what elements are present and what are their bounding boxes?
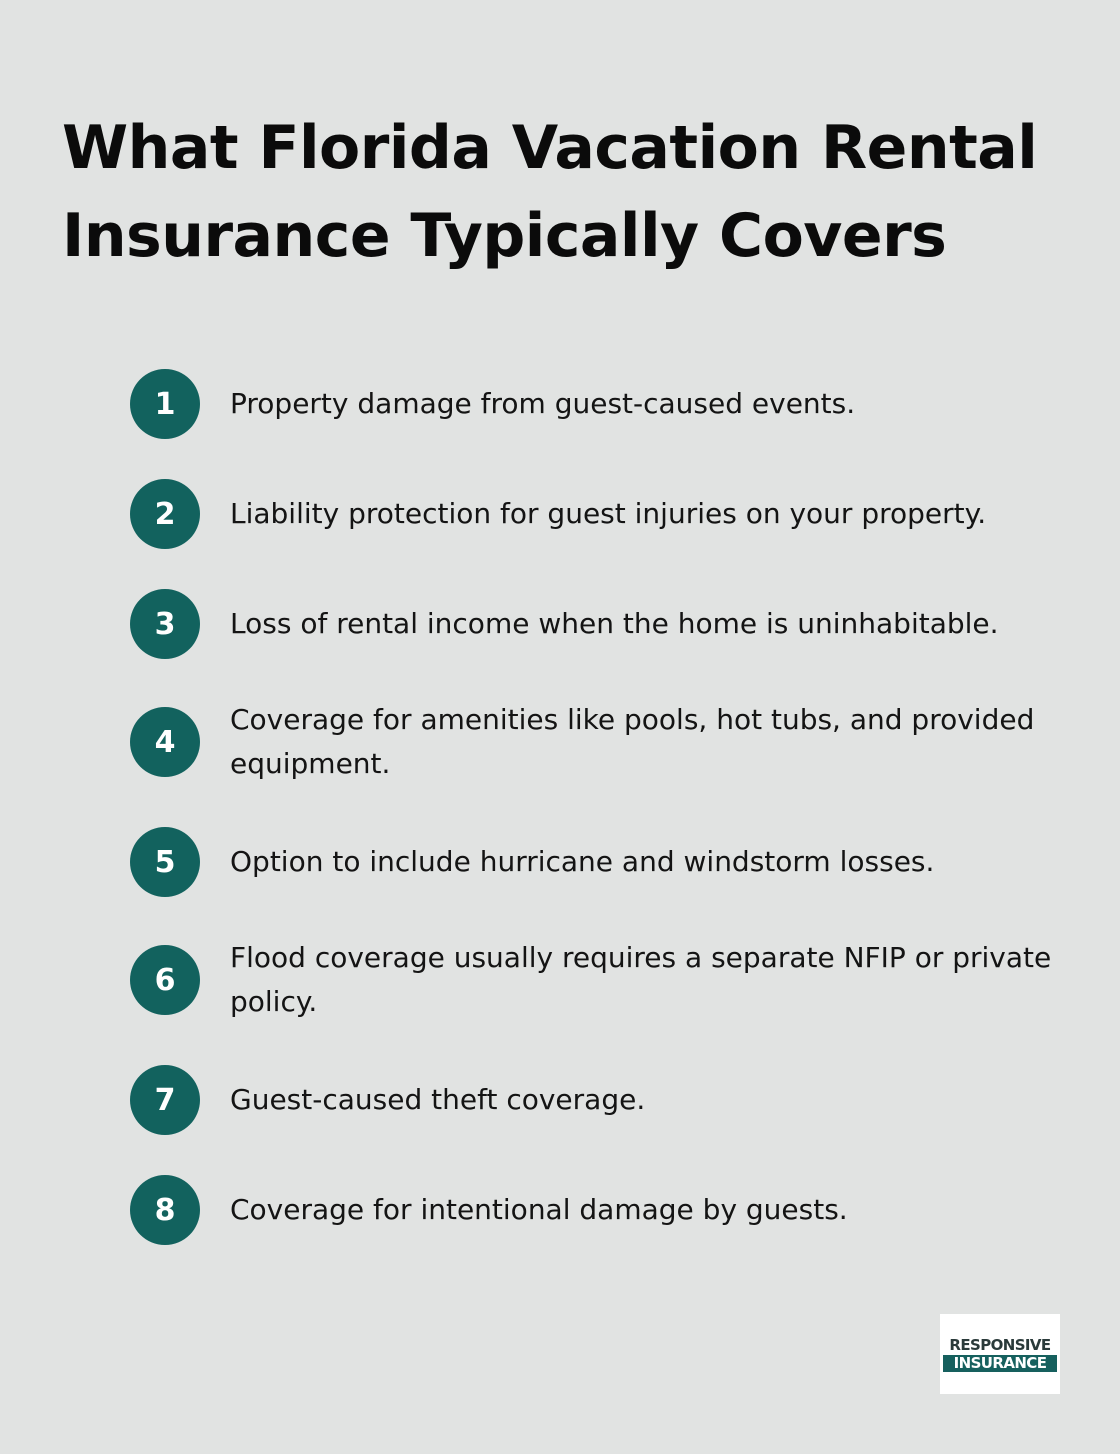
item-text: Coverage for intentional damage by guests. [230, 1193, 848, 1226]
number-badge: 7 [130, 1065, 200, 1135]
number-badge: 3 [130, 589, 200, 659]
list-item [130, 589, 1070, 659]
list-item [130, 369, 1070, 439]
list-item [130, 1175, 1070, 1245]
list-item [130, 698, 1070, 786]
page-title: What Florida Vacation Rental Insurance Typically Covers [62, 113, 1038, 271]
item-text: Option to include hurricane and windstorm losses. [230, 845, 935, 878]
item-text: Guest-caused theft coverage. [230, 1083, 646, 1116]
item-text: Flood coverage usually requires a separate NFIP or private policy. [230, 941, 1052, 1018]
logo-line-bottom: INSURANCE [943, 1355, 1057, 1372]
number-badge: 6 [130, 945, 200, 1015]
item-text: Coverage for amenities like pools, hot tubs, and provided equipment. [230, 703, 1035, 780]
item-text: Loss of rental income when the home is uninhabitable. [230, 607, 999, 640]
item-text: Liability protection for guest injuries on your property. [230, 497, 987, 530]
number-badge: 5 [130, 827, 200, 897]
list-item [130, 1065, 1070, 1135]
number-badge: 8 [130, 1175, 200, 1245]
item-text: Property damage from guest-caused events. [230, 387, 856, 420]
number-badge: 4 [130, 707, 200, 777]
list-item [130, 479, 1070, 549]
logo-line-top: RESPONSIVE [949, 1336, 1051, 1354]
list-item [130, 827, 1070, 897]
number-badge: 1 [130, 369, 200, 439]
responsive-insurance-logo [940, 1314, 1060, 1394]
number-badge: 2 [130, 479, 200, 549]
list-item [130, 936, 1070, 1024]
